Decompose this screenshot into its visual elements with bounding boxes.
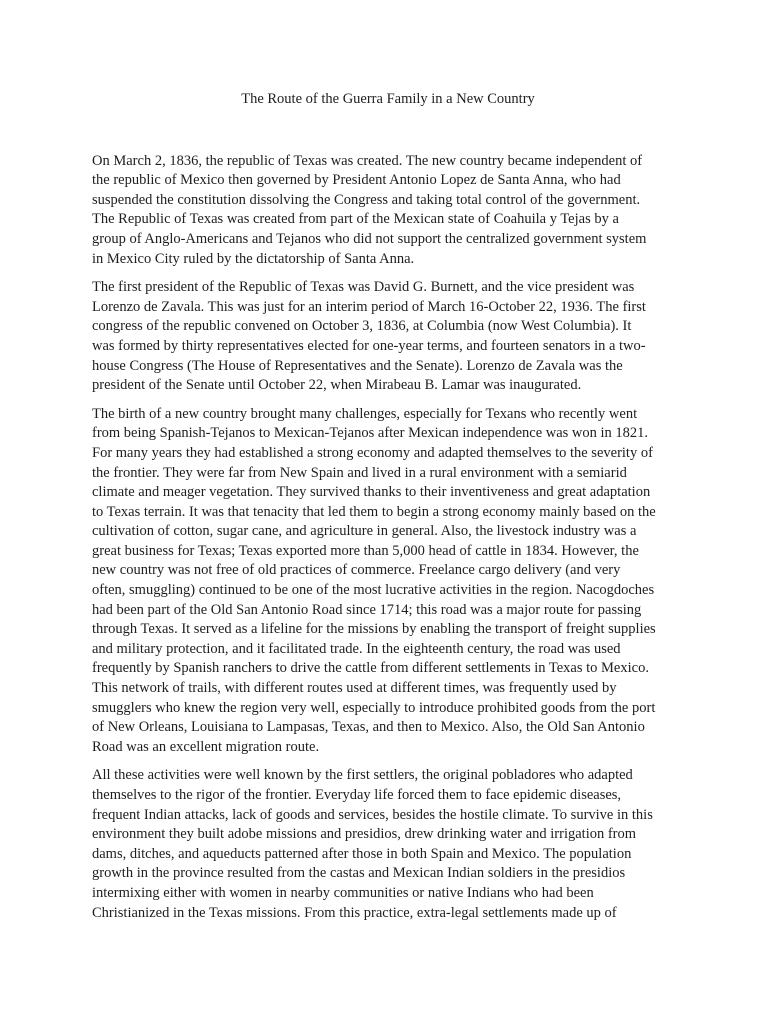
document-title: The Route of the Guerra Family in a New Country (241, 91, 535, 107)
text-line: president of the Senate until October 22, when Mirabeau B. Lamar was inaugurated. (92, 377, 582, 394)
paragraph-4 (92, 766, 676, 923)
text-line: This network of trails, with different routes used at different times, was frequently used by (92, 680, 617, 697)
text-line: On March 2, 1836, the republic of Texas was created. The new country became independent of (92, 152, 643, 169)
text-line: the republic of Mexico then governed by President Antonio Lopez de Santa Anna, who had (92, 172, 621, 189)
text-line: great business for Texas; Texas exported more than 5,000 head of cattle in 1834. However, the (92, 542, 639, 559)
text-line: through Texas. It served as a lifeline for the missions by enabling the transport of freight supplies (92, 621, 656, 638)
text-line: smugglers who knew the region very well, especially to introduce prohibited goods from the port (92, 699, 656, 716)
text-line: suspended the constitution dissolving the Congress and taking total control of the government. (92, 191, 641, 208)
text-line: Christianized in the Texas missions. From this practice, extra-legal settlements made up of (92, 904, 617, 921)
text-line: and military protection, and it facilitated trade. In the eighteenth century, the road was used (92, 640, 621, 657)
text-line: The birth of a new country brought many challenges, especially for Texans who recently went (92, 405, 638, 422)
text-line: Road was an excellent migration route. (92, 738, 320, 755)
text-line: frequently by Spanish ranchers to drive the cattle from different settlements in Texas to Mexico. (92, 660, 649, 677)
text-line: group of Anglo-Americans and Tejanos who did not support the centralized government system (92, 230, 647, 247)
text-line: intermixing either with women in nearby communities or native Indians who had been (92, 884, 594, 901)
text-line: of New Orleans, Louisiana to Lampasas, Texas, and then to Mexico. Also, the Old San Antonio (92, 719, 645, 736)
text-line: was formed by thirty representatives elected for one-year terms, and fourteen senators in a two- (92, 337, 646, 354)
text-line: The Republic of Texas was created from part of the Mexican state of Coahuila y Tejas by a (92, 211, 619, 228)
text-line: climate and meager vegetation. They survived thanks to their inventiveness and great adaptation (92, 484, 651, 501)
text-line: from being Spanish-Tejanos to Mexican-Tejanos after Mexican independence was won in 1821. (92, 425, 649, 442)
text-line: Lorenzo de Zavala. This was just for an interim period of March 16-October 22, 1936. The first (92, 298, 646, 315)
text-line: environment they built adobe missions and presidios, drew drinking water and irrigation from (92, 826, 637, 843)
text-line: themselves to the rigor of the frontier. Everyday life forced them to face epidemic diseases, (92, 787, 622, 803)
paragraph-2 (92, 278, 676, 396)
paragraph-1 (92, 152, 676, 270)
text-line: house Congress (The House of Representatives and the Senate). Lorenzo de Zavala was the (92, 357, 623, 374)
text-line: cultivation of cotton, sugar cane, and agriculture in general. Also, the livestock industry was a (92, 523, 637, 540)
text-line: All these activities were well known by the first settlers, the original pobladores who adapted (92, 767, 633, 784)
text-line: the frontier. They were far from New Spain and lived in a rural environment with a semiarid (92, 464, 627, 481)
text-line: in Mexico City ruled by the dictatorship of Santa Anna. (92, 250, 415, 267)
paragraph-3 (92, 405, 676, 758)
text-line: had been part of the Old San Antonio Road since 1714; this road was a major route for passing (92, 601, 642, 618)
text-line: The first president of the Republic of Texas was David G. Burnett, and the vice president was (92, 279, 635, 296)
text-line: For many years they had established a strong economy and adapted themselves to the severity of (92, 444, 653, 461)
title-spacer (92, 110, 676, 152)
text-line: frequent Indian attacks, lack of goods and services, besides the hostile climate. To survive in this (92, 806, 653, 823)
text-line: growth in the province resulted from the castas and Mexican Indian soldiers in the presidios (92, 865, 626, 882)
text-line: congress of the republic convened on October 3, 1836, at Columbia (now West Columbia). It (92, 318, 632, 335)
text-line: new country was not free of old practices of commerce. Freelance cargo delivery (and very (92, 562, 621, 579)
text-line: often, smuggling) continued to be one of the most lucrative activities in the region. Nacogdoches (92, 582, 655, 599)
text-line: dams, ditches, and aqueducts patterned after those in both Spain and Mexico. The population (92, 845, 632, 862)
text-line: to Texas terrain. It was that tenacity that led them to begin a strong economy mainly based on the (92, 503, 656, 520)
